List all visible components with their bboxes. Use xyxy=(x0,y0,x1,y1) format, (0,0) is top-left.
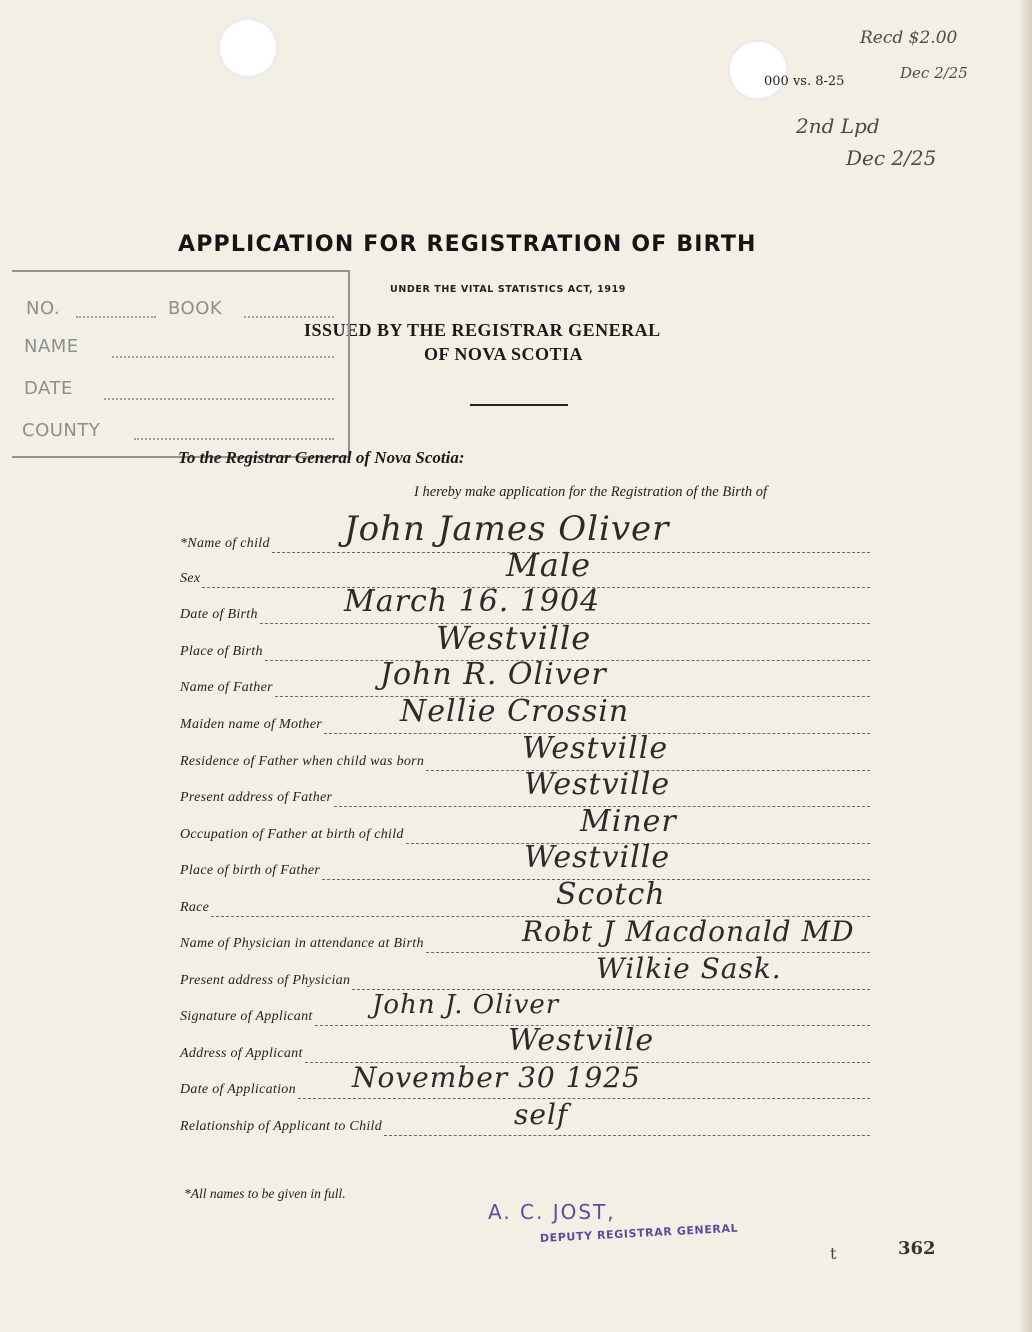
field-label: Signature of Applicant xyxy=(180,1009,313,1024)
field-handwritten-value: March 16. 1904 xyxy=(344,584,601,619)
pencil-note-received: Recd $2.00 xyxy=(860,28,958,48)
pencil-note-date: Dec 2/25 xyxy=(900,64,968,82)
form-code: 000 vs. 8-25 xyxy=(764,74,845,89)
field-handwritten-value: November 30 1925 xyxy=(352,1061,641,1094)
stamp-book-line xyxy=(244,316,334,318)
field-handwritten-value: Miner xyxy=(580,804,677,839)
stamp-county-line xyxy=(134,438,334,440)
page-number: 362 xyxy=(898,1238,936,1259)
field-handwritten-value: self xyxy=(514,1098,569,1131)
salutation: To the Registrar General of Nova Scotia: xyxy=(178,448,465,467)
field-handwritten-value: Male xyxy=(506,546,592,584)
field-label: Place of birth of Father xyxy=(180,863,321,878)
field-handwritten-value: Robt J Macdonald MD xyxy=(522,915,855,948)
field-handwritten-value: Westville xyxy=(436,619,592,657)
field-handwritten-value: Westville xyxy=(524,840,671,875)
margin-mark: t xyxy=(830,1244,837,1263)
field-label: Sex xyxy=(180,571,201,586)
stamp-no-line xyxy=(76,316,156,318)
stamp-date-label: DATE xyxy=(24,378,73,399)
field-label: Present address of Father xyxy=(180,790,333,805)
field-handwritten-value: John J. Oliver xyxy=(372,990,560,1020)
field-handwritten-value: John James Oliver xyxy=(344,509,670,549)
field-handwritten-value: Westville xyxy=(524,767,671,802)
field-label: Date of Birth xyxy=(180,607,258,622)
document-subtitle: UNDER THE VITAL STATISTICS ACT, 1919 xyxy=(390,284,627,295)
stamp-name-label: NAME xyxy=(24,336,79,357)
punch-hole-right xyxy=(728,40,788,100)
document-title: APPLICATION FOR REGISTRATION OF BIRTH xyxy=(178,232,757,257)
pencil-note-second: 2nd Lpd xyxy=(796,114,880,138)
issuer-line-2: OF NOVA SCOTIA xyxy=(424,344,584,364)
field-dotted-line xyxy=(384,1135,870,1136)
field-label: Occupation of Father at birth of child xyxy=(180,827,404,842)
field-handwritten-value: John R. Oliver xyxy=(380,657,607,692)
stamp-no-label: NO. xyxy=(26,298,61,319)
field-label: Residence of Father when child was born xyxy=(180,754,425,769)
field-dotted-line xyxy=(298,1098,870,1099)
footnote: *All names to be given in full. xyxy=(184,1186,346,1201)
stamp-book-label: BOOK xyxy=(168,298,223,319)
pencil-note-second-date: Dec 2/25 xyxy=(846,146,937,170)
field-handwritten-value: Wilkie Sask. xyxy=(596,952,782,985)
field-handwritten-value: Westville xyxy=(522,731,669,766)
field-label: Race xyxy=(180,900,210,915)
stamp-county-label: COUNTY xyxy=(22,420,101,441)
official-stamp-name: A. C. JOST, xyxy=(488,1200,616,1224)
official-stamp-title: DEPUTY REGISTRAR GENERAL xyxy=(539,1221,739,1245)
field-label: Name of Father xyxy=(180,680,273,695)
stamp-date-line xyxy=(104,398,334,400)
title-rule xyxy=(470,404,568,406)
field-label: Date of Application xyxy=(180,1082,296,1097)
field-label: Name of Physician in attendance at Birth xyxy=(180,936,424,951)
field-label: Present address of Physician xyxy=(180,973,351,988)
field-label: Relationship of Applicant to Child xyxy=(180,1119,383,1134)
stamp-name-line xyxy=(112,356,334,358)
field-label: Maiden name of Mother xyxy=(180,717,322,732)
issuer-line-1: ISSUED BY THE REGISTRAR GENERAL xyxy=(304,320,661,340)
field-handwritten-value: Scotch xyxy=(556,877,666,912)
field-label: Address of Applicant xyxy=(180,1046,303,1061)
field-label: Place of Birth xyxy=(180,644,263,659)
field-handwritten-value: Nellie Crossin xyxy=(400,694,630,729)
intro-text: I hereby make application for the Registration of the Birth of xyxy=(414,484,768,500)
field-label: *Name of child xyxy=(180,536,270,551)
punch-hole-left xyxy=(218,18,278,78)
registry-stamp-box xyxy=(12,270,350,458)
field-handwritten-value: Westville xyxy=(508,1023,655,1058)
